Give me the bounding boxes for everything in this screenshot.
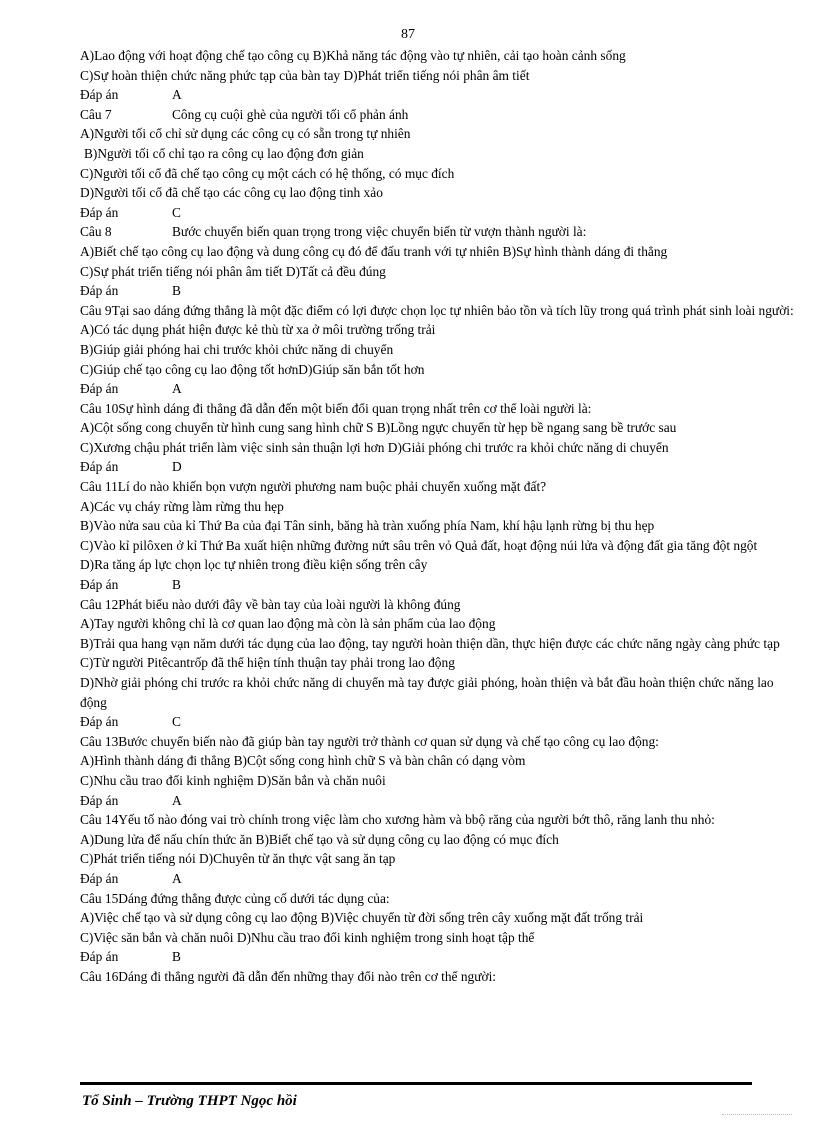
text-line: C)Người tối cổ đã chế tạo công cụ một cách có hệ thống, có mục đích bbox=[80, 165, 455, 181]
text-line: B)Giúp giải phóng hai chi trước khỏi chức năng di chuyển bbox=[80, 341, 394, 357]
line-value: C bbox=[172, 714, 181, 730]
text-line: D)Người tối cổ đã chế tạo các công cụ lao động tinh xảo bbox=[80, 185, 383, 201]
line-value: D bbox=[172, 459, 182, 475]
text-line: Câu 14Yếu tố nào đóng vai trò chính trong việc làm cho xương hàm và bbộ răng của người bớt thô, răng lanh thu nhỏ: bbox=[80, 812, 715, 828]
line-label: Đáp án bbox=[80, 949, 119, 965]
answer-line bbox=[80, 457, 800, 477]
line-label: Đáp án bbox=[80, 714, 119, 730]
question-line bbox=[80, 105, 800, 125]
line-value: Bước chuyển biến quan trọng trong việc chuyển biến từ vượn thành người là: bbox=[172, 224, 587, 240]
text-line: C)Giúp chế tạo công cụ lao động tốt hơnD)Giúp săn bắn tốt hơn bbox=[80, 361, 425, 377]
page-number: 87 bbox=[401, 27, 415, 42]
line-label: Câu 7 bbox=[80, 106, 112, 122]
line-value: A bbox=[172, 792, 182, 808]
text-line: C)Phát triển tiếng nói D)Chuyên từ ăn thực vật sang ăn tạp bbox=[80, 851, 396, 867]
answer-line bbox=[80, 947, 800, 967]
line-label: Đáp án bbox=[80, 381, 119, 397]
text-line: Câu 12Phát biểu nào dưới đây về bàn tay của loài người là không đúng bbox=[80, 596, 461, 612]
line-label: Đáp án bbox=[80, 283, 119, 299]
question-line bbox=[80, 222, 800, 242]
line-label: Đáp án bbox=[80, 459, 119, 475]
text-line: A)Người tối cổ chỉ sử dụng các công cụ có sẵn trong tự nhiên bbox=[80, 126, 411, 142]
line-label: Đáp án bbox=[80, 577, 119, 593]
answer-line bbox=[80, 281, 800, 301]
text-line: A)Tay người không chỉ là cơ quan lao động mà còn là sản phẩm của lao động bbox=[80, 616, 496, 632]
text-line: Câu 16Dáng đi thẳng người đã dẫn đến những thay đổi nào trên cơ thể người: bbox=[80, 968, 497, 984]
text-line: Câu 11Lí do nào khiến bọn vượn người phương nam buộc phải chuyển xuống mặt đất? bbox=[80, 479, 547, 495]
text-line: A)Cột sống cong chuyển từ hình cung sang hình chữ S B)Lồng ngực chuyển từ hẹp bề ngang sang bề trước sau bbox=[80, 420, 677, 436]
answer-line bbox=[80, 712, 800, 732]
text-line: B)Người tối cổ chỉ tạo ra công cụ lao động đơn giản bbox=[84, 145, 364, 161]
text-line: A)Lao động với hoạt động chế tạo công cụ B)Khả năng tác động vào tự nhiên, cải tạo hoàn cảnh sống bbox=[80, 48, 626, 63]
text-line: D)Ra tăng áp lực chọn lọc tự nhiên trong điều kiện sống trên cây bbox=[80, 557, 428, 573]
text-line: A)Biết chế tạo công cụ lao động và dung công cụ đó để đấu tranh với tự nhiên B)Sự hình thành dáng đi thẳng bbox=[80, 243, 668, 259]
question-content bbox=[80, 46, 800, 987]
line-value: B bbox=[172, 949, 181, 965]
line-value: A bbox=[172, 381, 182, 397]
text-line: D)Nhờ giải phóng chi trước ra khỏi chức năng di chuyển mà tay được giải phóng, hoàn thiện và bắt đầu hoàn thiện chức năng lao động bbox=[80, 675, 774, 710]
text-line: C)Việc săn bắn và chăn nuôi D)Nhu cầu trao đổi kinh nghiệm trong sinh hoạt tập thể bbox=[80, 929, 535, 945]
answer-line bbox=[80, 575, 800, 595]
answer-line bbox=[80, 203, 800, 223]
answer-line bbox=[80, 869, 800, 889]
text-line: C)Vào kỉ pilôxen ở kỉ Thứ Ba xuất hiện những đường nứt sâu trên vỏ Quả đất, hoạt động núi lửa và động đất gia tăng đột ngột bbox=[80, 537, 758, 553]
text-line: C)Xương chậu phát triển làm việc sinh sản thuận lợi hơn D)Giải phóng chi trước ra khỏi chức năng di chuyển bbox=[80, 439, 669, 455]
line-label: Đáp án bbox=[80, 204, 119, 220]
line-label: Đáp án bbox=[80, 87, 119, 103]
text-line: C)Sự hoàn thiện chức năng phức tạp của bàn tay D)Phát triển tiếng nói phân âm tiết bbox=[80, 67, 530, 83]
footer-text: Tổ Sinh – Trường THPT Ngọc hồi bbox=[82, 1093, 297, 1109]
text-line: C)Từ người Pitêcantrốp đã thể hiện tính thuận tay phải trong lao động bbox=[80, 655, 455, 671]
answer-line bbox=[80, 85, 800, 105]
text-line: A)Hình thành dáng đi thẳng B)Cột sống cong hình chữ S và bàn chân có dạng vòm bbox=[80, 753, 526, 769]
text-line: Câu 9Tại sao dáng đứng thẳng là một đặc điểm có lợi được chọn lọc tự nhiên bảo tồn và tích lũy trong quá trình phát sinh loài người: bbox=[80, 302, 794, 318]
answer-line bbox=[80, 791, 800, 811]
text-line: C)Nhu cầu trao đổi kinh nghiệm D)Săn bắn và chăn nuôi bbox=[80, 772, 386, 788]
line-value: A bbox=[172, 87, 182, 103]
footer-rule bbox=[80, 1082, 752, 1085]
line-value: C bbox=[172, 204, 181, 220]
answer-line bbox=[80, 379, 800, 399]
text-line: Câu 15Dáng đứng thẳng được củng cố dưới tác dụng của: bbox=[80, 890, 390, 906]
text-line: A)Các vụ cháy rừng làm rừng thu hẹp bbox=[80, 498, 284, 514]
text-line: Câu 13Bước chuyển biến nào đã giúp bàn tay người trở thành cơ quan sử dụng và chế tạo công cụ lao động: bbox=[80, 733, 659, 749]
line-value: B bbox=[172, 283, 181, 299]
line-value: B bbox=[172, 577, 181, 593]
line-value: A bbox=[172, 870, 182, 886]
text-line: C)Sự phát triển tiếng nói phân âm tiết D)Tất cả đều đúng bbox=[80, 263, 386, 279]
text-line: B)Vào nửa sau của kỉ Thứ Ba của đại Tân sinh, băng hà tràn xuống phía Nam, khí hậu lạnh rừng bị thu hẹp bbox=[80, 518, 655, 534]
corner-mark bbox=[722, 1114, 792, 1115]
line-value: Công cụ cuội ghè của người tối cổ phản ánh bbox=[172, 106, 409, 122]
line-label: Đáp án bbox=[80, 870, 119, 886]
line-label: Câu 8 bbox=[80, 224, 112, 240]
text-line: A)Dung lửa để nấu chín thức ăn B)Biết chế tạo và sử dụng công cụ lao động có mục đích bbox=[80, 831, 559, 847]
text-line: B)Trải qua hang vạn năm dưới tác dụng của lao động, tay người hoàn thiện dần, thực hiện được các chức năng ngày càng phức tạp bbox=[80, 635, 780, 651]
text-line: Câu 10Sự hình dáng đi thẳng đã dẫn đến một biến đổi quan trọng nhất trên cơ thể loài người là: bbox=[80, 400, 592, 416]
text-line: A)Việc chế tạo và sử dụng công cụ lao động B)Việc chuyển từ đời sống trên cây xuống mặt đất trống trải bbox=[80, 910, 644, 926]
line-label: Đáp án bbox=[80, 792, 119, 808]
text-line: A)Có tác dụng phát hiện được kẻ thù từ xa ở môi trường trống trải bbox=[80, 322, 436, 338]
